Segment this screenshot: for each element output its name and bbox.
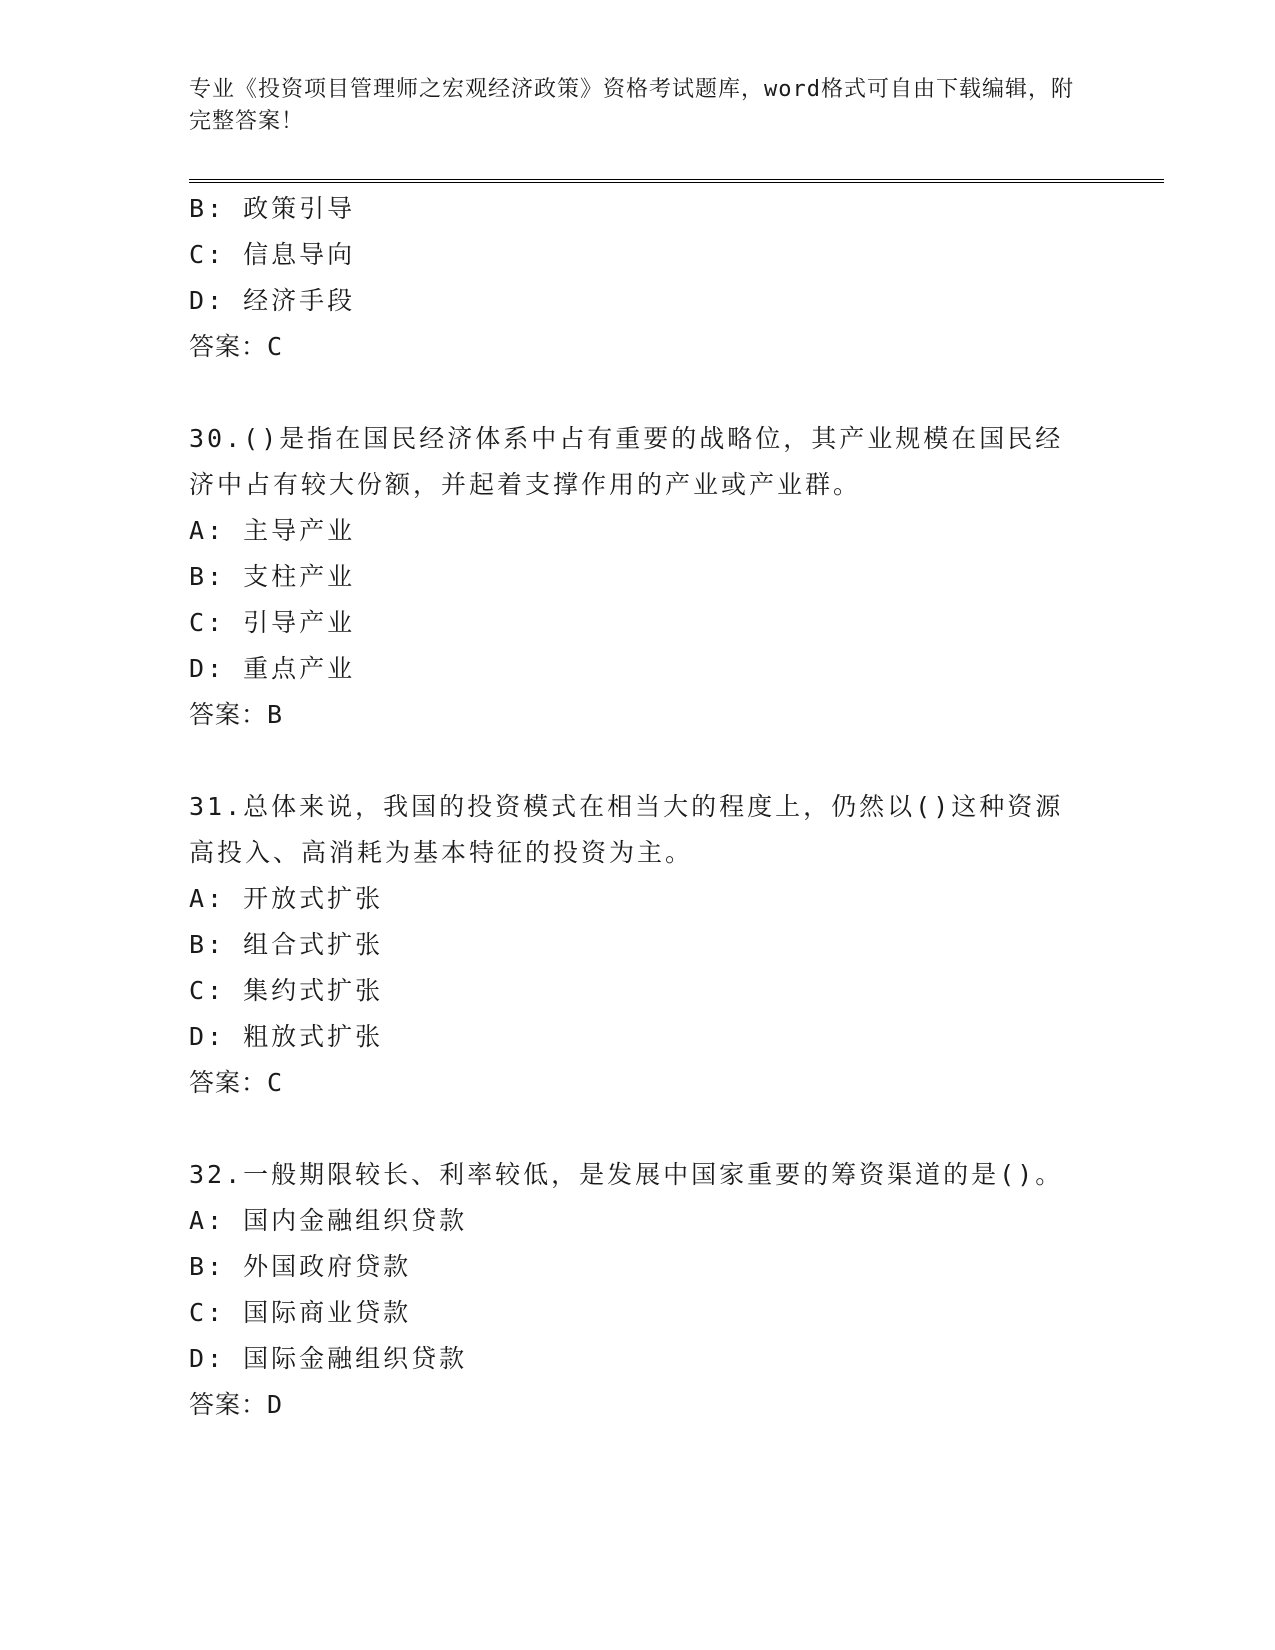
option-letter: C: [189, 608, 226, 637]
option-text: 开放式扩张 [243, 884, 384, 913]
question-32 [189, 1152, 1089, 1428]
option-text: 国内金融组织贷款 [243, 1206, 468, 1235]
option-text: 经济手段 [243, 286, 356, 315]
option-text: 引导产业 [243, 608, 356, 637]
answer-label: 答案： [189, 700, 268, 729]
option-letter: D: [189, 654, 226, 683]
option-b [189, 922, 1089, 968]
option-letter: B: [189, 194, 226, 223]
spacer [189, 738, 1089, 784]
option-letter: D: [189, 1344, 226, 1373]
option-letter: C: [189, 976, 226, 1005]
question-30 [189, 416, 1089, 738]
answer-line [189, 324, 1089, 370]
option-text: 组合式扩张 [243, 930, 384, 959]
question-stem: 31.总体来说，我国的投资模式在相当大的程度上，仍然以()这种资源高投入、高消耗为基本特征的投资为主。 [189, 792, 1064, 867]
answer-label: 答案： [189, 1068, 268, 1097]
option-text: 信息导向 [243, 240, 356, 269]
option-c [189, 1290, 1089, 1336]
option-b [189, 554, 1089, 600]
answer-value: C [267, 1068, 284, 1097]
question-29-continued [189, 186, 1089, 370]
answer-line [189, 1060, 1089, 1106]
spacer [189, 370, 1089, 416]
option-text: 政策引导 [243, 194, 356, 223]
document-body [189, 186, 1089, 1428]
option-letter: B: [189, 1252, 226, 1281]
question-stem: 30.()是指在国民经济体系中占有重要的战略位，其产业规模在国民经济中占有较大份额，并起着支撑作用的产业或产业群。 [189, 424, 1064, 499]
option-letter: D: [189, 1022, 226, 1051]
page-header: 专业《投资项目管理师之宏观经济政策》资格考试题库，word格式可自由下载编辑，附完整答案！ [189, 77, 1074, 134]
option-d [189, 278, 1089, 324]
option-text: 国际金融组织贷款 [243, 1344, 468, 1373]
answer-line [189, 692, 1089, 738]
option-text: 国际商业贷款 [243, 1298, 412, 1327]
question-stem: 32.一般期限较长、利率较低，是发展中国家重要的筹资渠道的是()。 [189, 1160, 1064, 1189]
option-letter: C: [189, 1298, 226, 1327]
option-letter: C: [189, 240, 226, 269]
answer-value: C [267, 332, 284, 361]
answer-value: D [267, 1390, 284, 1419]
option-d [189, 1014, 1089, 1060]
option-text: 外国政府贷款 [243, 1252, 412, 1281]
option-a [189, 876, 1089, 922]
option-c [189, 232, 1089, 278]
answer-label: 答案： [189, 332, 268, 361]
question-31 [189, 784, 1089, 1106]
option-a [189, 508, 1089, 554]
option-text: 集约式扩张 [243, 976, 384, 1005]
option-d [189, 1336, 1089, 1382]
option-letter: A: [189, 884, 226, 913]
answer-label: 答案： [189, 1390, 268, 1419]
spacer [189, 1106, 1089, 1152]
option-a [189, 1198, 1089, 1244]
option-letter: D: [189, 286, 226, 315]
option-text: 重点产业 [243, 654, 356, 683]
option-letter: B: [189, 930, 226, 959]
option-letter: A: [189, 1206, 226, 1235]
header-divider [189, 179, 1164, 183]
option-letter: A: [189, 516, 226, 545]
option-b [189, 1244, 1089, 1290]
answer-line [189, 1382, 1089, 1428]
option-d [189, 646, 1089, 692]
option-c [189, 600, 1089, 646]
option-letter: B: [189, 562, 226, 591]
answer-value: B [267, 700, 284, 729]
option-b [189, 186, 1089, 232]
option-text: 支柱产业 [243, 562, 356, 591]
option-c [189, 968, 1089, 1014]
option-text: 粗放式扩张 [243, 1022, 384, 1051]
option-text: 主导产业 [243, 516, 356, 545]
